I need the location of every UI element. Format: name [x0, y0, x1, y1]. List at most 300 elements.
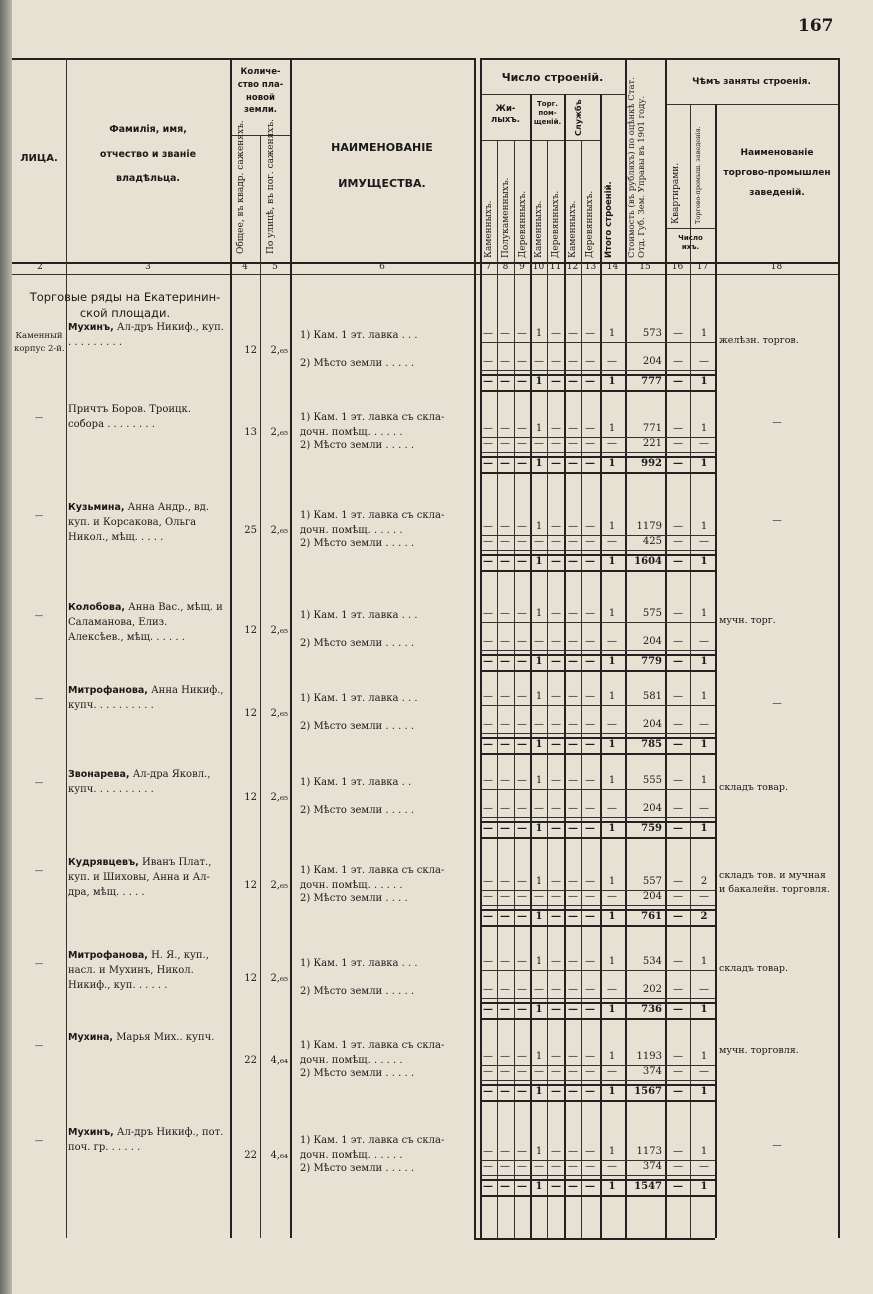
- owner-header: Фамилія, имя, отчество и званіе владѣльца.: [99, 124, 197, 185]
- total-value: 992: [641, 458, 662, 469]
- building-count: 1: [608, 1051, 616, 1062]
- total-buildings-header: Итого строеній.: [604, 181, 614, 258]
- building-count: —: [534, 438, 544, 449]
- property-item: 2) Мѣсто земли . . . . .: [300, 538, 414, 549]
- total-building-count: 1: [535, 556, 543, 567]
- building-count: —: [607, 984, 617, 995]
- land-total: 12: [244, 880, 257, 891]
- total-building-count: —: [551, 1086, 561, 1097]
- property-item: 1) Кам. 1 эт. лавка . .: [300, 777, 412, 788]
- apartments-count: —: [673, 891, 683, 902]
- total-rule-bottom: [480, 753, 715, 755]
- building-count: —: [568, 608, 578, 619]
- building-count: —: [500, 328, 510, 339]
- item-rule: [480, 733, 715, 734]
- apartments-count: —: [673, 803, 683, 814]
- total-building-count: —: [517, 458, 527, 469]
- building-count: —: [534, 356, 544, 367]
- total-apartments: —: [673, 911, 683, 922]
- item-value: 204: [642, 636, 662, 647]
- building-count: —: [585, 876, 595, 887]
- building-count: —: [568, 328, 578, 339]
- column-number: 3: [145, 262, 151, 272]
- total-rule-bottom: [480, 1018, 715, 1020]
- building-count: —: [568, 1051, 578, 1062]
- building-count: 1: [535, 691, 543, 702]
- building-count: 1: [535, 1146, 543, 1157]
- building-count: —: [551, 1051, 561, 1062]
- buildings-subheader-border-2: [480, 140, 600, 141]
- building-count: —: [483, 876, 493, 887]
- building-count: —: [585, 536, 595, 547]
- col-divider: [66, 58, 67, 1238]
- trade-estab-count: 1: [700, 423, 708, 434]
- property-item: 2) Мѣсто земли . . . . .: [300, 638, 414, 649]
- land-street: 2,₆₅: [270, 792, 288, 803]
- total-building-count: —: [483, 823, 493, 834]
- property-item: 2) Мѣсто земли . . . . .: [300, 721, 414, 732]
- total-building-count: —: [551, 1181, 561, 1192]
- building-count: —: [551, 423, 561, 434]
- book-binding-edge: [0, 0, 12, 1294]
- total-building-count: —: [517, 911, 527, 922]
- building-count: —: [607, 1161, 617, 1172]
- building-count: —: [585, 719, 595, 730]
- total-building-count: —: [483, 458, 493, 469]
- item-value: 573: [642, 328, 662, 339]
- item-value: 202: [642, 984, 662, 995]
- building-count: 1: [535, 608, 543, 619]
- total-trade-estab: 1: [700, 1181, 708, 1192]
- total-building-count: —: [500, 1086, 510, 1097]
- property-item: 1) Кам. 1 эт. лавка съ скла-дочн. помѣщ. . . . . .: [300, 510, 445, 536]
- building-count: —: [483, 803, 493, 814]
- total-apartments: —: [673, 458, 683, 469]
- property-item: 2) Мѣсто земли . . . . .: [300, 1068, 414, 1079]
- total-building-count: —: [500, 1181, 510, 1192]
- total-building-count: 1: [608, 458, 616, 469]
- building-count: —: [500, 775, 510, 786]
- establishment-name: —: [772, 698, 782, 709]
- total-building-count: —: [500, 1004, 510, 1015]
- street-cell: корпус 2-й.: [14, 344, 65, 354]
- total-building-count: —: [517, 376, 527, 387]
- building-count: —: [534, 803, 544, 814]
- trade-estab-count: —: [699, 719, 709, 730]
- total-rule-bottom: [480, 837, 715, 839]
- apartments-count: —: [673, 356, 683, 367]
- building-count: —: [568, 1161, 578, 1172]
- trade-estab-count: —: [699, 1066, 709, 1077]
- owner-name: Митрофанова, Анна Никиф., купч. . . . . . . . . .: [68, 685, 224, 712]
- total-building-count: 1: [535, 376, 543, 387]
- building-count: —: [585, 775, 595, 786]
- street-cell: Каменный: [15, 331, 63, 341]
- total-building-count: 1: [608, 911, 616, 922]
- trade-estab-count: —: [699, 803, 709, 814]
- building-count: —: [517, 438, 527, 449]
- total-value: 759: [641, 823, 662, 834]
- building-count: —: [568, 536, 578, 547]
- building-count: —: [551, 328, 561, 339]
- total-building-count: —: [568, 911, 578, 922]
- land-street: 2,₆₅: [270, 708, 288, 719]
- trade-estab-count: 1: [700, 691, 708, 702]
- total-building-count: —: [585, 458, 595, 469]
- total-apartments: —: [673, 1181, 683, 1192]
- item-value: 1179: [636, 521, 662, 532]
- trade-estab-count: 1: [700, 775, 708, 786]
- building-count: —: [551, 1066, 561, 1077]
- building-count: —: [534, 1066, 544, 1077]
- building-count: —: [607, 536, 617, 547]
- building-count: 1: [608, 876, 616, 887]
- building-count: 1: [608, 1146, 616, 1157]
- value-header: Стоимость (въ рубляхъ) по оцѣнкѣ Стат. Отд. Губ. Зем. Управы въ 1901 году.: [627, 77, 647, 258]
- total-building-count: —: [483, 376, 493, 387]
- trade-estab-count: 1: [700, 956, 708, 967]
- buildings-subheader-border: [480, 94, 625, 95]
- total-apartments: —: [673, 823, 683, 834]
- total-building-count: 1: [608, 1004, 616, 1015]
- total-building-count: —: [517, 1004, 527, 1015]
- total-apartments: —: [673, 376, 683, 387]
- building-count: —: [483, 423, 493, 434]
- column-number: 15: [639, 262, 651, 272]
- item-rule: [480, 998, 715, 999]
- item-value: 534: [642, 956, 662, 967]
- item-value: 1173: [636, 1146, 662, 1157]
- item-rule: [480, 452, 715, 453]
- property-item: 1) Кам. 1 эт. лавка съ скла-дочн. помѣщ. . . . . .: [300, 1135, 445, 1161]
- land-street: 2,₆₅: [270, 525, 288, 536]
- building-count: 1: [608, 691, 616, 702]
- building-count: —: [585, 636, 595, 647]
- building-count: —: [483, 719, 493, 730]
- street-cell: —: [34, 1041, 44, 1051]
- apartments-count: —: [673, 521, 683, 532]
- trade-estab-count: 1: [700, 1146, 708, 1157]
- col-divider: [290, 58, 292, 1238]
- total-building-count: —: [585, 1181, 595, 1192]
- building-count: —: [585, 521, 595, 532]
- property-item: 1) Кам. 1 эт. лавка . . .: [300, 693, 418, 704]
- column-number: 10: [532, 262, 545, 272]
- property-item: 1) Кам. 1 эт. лавка . . .: [300, 610, 418, 621]
- item-rule: [480, 1175, 715, 1176]
- building-count: —: [517, 891, 527, 902]
- item-rule: [480, 905, 715, 906]
- land-total: 12: [244, 625, 257, 636]
- land-total: 12: [244, 973, 257, 984]
- building-count: —: [568, 438, 578, 449]
- total-building-count: —: [500, 911, 510, 922]
- trade-wooden-col-header: Деревянныхъ.: [551, 190, 561, 258]
- total-building-count: —: [568, 656, 578, 667]
- item-value: 575: [642, 608, 662, 619]
- building-count: —: [500, 803, 510, 814]
- building-count: —: [517, 608, 527, 619]
- owner-name: Колобова, Анна Вас., мѣщ. и Саламанова, Елиз. Алексѣев., мѣщ. . . . . .: [68, 602, 223, 644]
- item-rule: [480, 705, 715, 706]
- total-building-count: —: [585, 1086, 595, 1097]
- section-title: Торговые ряды на Екатеринин- ской площади.: [29, 290, 221, 320]
- trade-estab-count: 1: [700, 521, 708, 532]
- building-count: —: [517, 1066, 527, 1077]
- total-building-count: —: [517, 1181, 527, 1192]
- building-count: —: [585, 356, 595, 367]
- total-rule-bottom: [480, 472, 715, 474]
- count-header: Число ихъ.: [678, 234, 703, 252]
- building-count: —: [500, 356, 510, 367]
- apartments-count: —: [673, 438, 683, 449]
- col-divider: [514, 140, 515, 1238]
- building-count: 1: [535, 876, 543, 887]
- item-rule: [480, 817, 715, 818]
- total-building-count: 1: [535, 458, 543, 469]
- land-group-header: Количе- ство пла- новой земли.: [237, 67, 284, 116]
- building-count: —: [483, 328, 493, 339]
- land-street-header: По улицѣ, въ пог. саженяхъ.: [266, 119, 276, 254]
- building-count: —: [551, 956, 561, 967]
- building-count: —: [517, 1146, 527, 1157]
- col-divider: [497, 140, 498, 1238]
- building-count: —: [517, 423, 527, 434]
- building-count: —: [517, 956, 527, 967]
- owner-name: Кузьмина, Анна Андр., вд. куп. и Корсакова, Ольга Никол., мѣщ. . . . .: [68, 502, 210, 544]
- building-count: —: [534, 891, 544, 902]
- building-count: —: [483, 636, 493, 647]
- item-rule: [480, 370, 715, 371]
- building-count: —: [568, 803, 578, 814]
- building-count: —: [607, 803, 617, 814]
- building-count: —: [607, 356, 617, 367]
- total-building-count: —: [517, 823, 527, 834]
- building-count: —: [517, 536, 527, 547]
- street-header: ЛИЦА.: [20, 153, 58, 164]
- apartments-count: —: [673, 636, 683, 647]
- building-count: —: [585, 328, 595, 339]
- building-count: —: [517, 984, 527, 995]
- building-count: —: [500, 984, 510, 995]
- service-stone-col-header: Каменныхъ.: [568, 200, 578, 258]
- apartments-count: —: [673, 719, 683, 730]
- total-building-count: —: [483, 1086, 493, 1097]
- building-count: —: [585, 803, 595, 814]
- building-count: —: [483, 775, 493, 786]
- total-value: 779: [641, 656, 662, 667]
- building-count: —: [568, 423, 578, 434]
- total-building-count: —: [585, 823, 595, 834]
- building-count: —: [517, 876, 527, 887]
- building-count: 1: [535, 775, 543, 786]
- property-item: 2) Мѣсто земли . . . . .: [300, 358, 414, 369]
- column-number: 4: [242, 262, 248, 272]
- total-apartments: —: [673, 1004, 683, 1015]
- building-count: —: [517, 1161, 527, 1172]
- total-building-count: —: [568, 556, 578, 567]
- total-trade-estab: 1: [700, 739, 708, 750]
- total-building-count: —: [585, 1004, 595, 1015]
- col-divider: [838, 58, 840, 1238]
- building-count: —: [500, 536, 510, 547]
- building-count: —: [500, 521, 510, 532]
- total-building-count: —: [483, 656, 493, 667]
- apartments-count: —: [673, 423, 683, 434]
- col-divider: [260, 135, 261, 1238]
- street-cell: —: [34, 1136, 44, 1146]
- total-building-count: 1: [608, 823, 616, 834]
- trade-estab-count: —: [699, 356, 709, 367]
- total-value: 1567: [634, 1086, 662, 1097]
- total-building-count: —: [517, 1086, 527, 1097]
- building-count: —: [551, 1146, 561, 1157]
- street-cell: —: [34, 611, 44, 621]
- total-trade-estab: 1: [700, 1086, 708, 1097]
- column-number: 17: [696, 262, 709, 272]
- total-building-count: —: [568, 1181, 578, 1192]
- building-count: —: [585, 1066, 595, 1077]
- total-building-count: 1: [535, 823, 543, 834]
- col-divider: [581, 140, 582, 1238]
- building-count: —: [500, 876, 510, 887]
- item-value: 425: [642, 536, 662, 547]
- building-count: —: [483, 356, 493, 367]
- building-count: —: [551, 691, 561, 702]
- total-building-count: 1: [535, 911, 543, 922]
- item-value: 204: [642, 356, 662, 367]
- building-count: —: [607, 719, 617, 730]
- column-number: 16: [671, 262, 684, 272]
- land-street: 2,₆₅: [270, 427, 288, 438]
- total-value: 785: [641, 739, 662, 750]
- owner-name: Кудрявцевъ, Иванъ Плат., куп. и Шиховы, Анна и Ал-дра, мѣщ. . . . .: [68, 857, 212, 899]
- building-count: —: [517, 356, 527, 367]
- building-count: 1: [535, 1051, 543, 1062]
- total-building-count: —: [500, 376, 510, 387]
- building-count: —: [568, 636, 578, 647]
- total-value: 1547: [634, 1181, 662, 1192]
- total-building-count: —: [568, 458, 578, 469]
- total-building-count: 1: [608, 1086, 616, 1097]
- apartments-count: —: [673, 956, 683, 967]
- stone-col-header: Каменныхъ.: [484, 200, 494, 258]
- building-count: —: [585, 608, 595, 619]
- trade-estab-count: 1: [700, 328, 708, 339]
- total-value: 1604: [634, 556, 662, 567]
- item-value: 555: [642, 775, 662, 786]
- page-number: 167: [798, 16, 834, 36]
- total-building-count: —: [585, 376, 595, 387]
- apartments-count: —: [673, 1051, 683, 1062]
- building-count: —: [483, 956, 493, 967]
- apartments-count: —: [673, 1066, 683, 1077]
- total-building-count: 1: [608, 1181, 616, 1192]
- building-count: —: [483, 1146, 493, 1157]
- property-header: НАИМЕНОВАНІЕ ИМУЩЕСТВА.: [331, 141, 433, 191]
- apartments-count: —: [673, 536, 683, 547]
- total-apartments: —: [673, 556, 683, 567]
- apartments-count: —: [673, 691, 683, 702]
- estab-name-header: Наименованіе торгово-промышлен заведеній.: [723, 148, 831, 198]
- building-count: —: [551, 536, 561, 547]
- trade-estab-count: —: [699, 984, 709, 995]
- building-count: —: [607, 891, 617, 902]
- land-total: 22: [244, 1055, 257, 1066]
- building-count: —: [517, 1051, 527, 1062]
- column-number: 18: [770, 262, 783, 272]
- property-item: 1) Кам. 1 эт. лавка съ скла-дочн. помѣщ. . . . . .: [300, 1040, 445, 1066]
- total-building-count: —: [551, 656, 561, 667]
- building-count: —: [483, 536, 493, 547]
- building-count: —: [517, 719, 527, 730]
- land-total: 12: [244, 345, 257, 356]
- item-rule: [480, 1080, 715, 1081]
- apartments-header: Квартирами.: [671, 162, 681, 224]
- column-number: 11: [549, 262, 562, 272]
- total-building-count: —: [585, 739, 595, 750]
- building-count: —: [607, 1066, 617, 1077]
- total-building-count: —: [585, 556, 595, 567]
- total-building-count: —: [483, 911, 493, 922]
- land-total: 12: [244, 708, 257, 719]
- total-rule-bottom: [480, 390, 715, 392]
- total-building-count: —: [500, 823, 510, 834]
- building-count: —: [500, 719, 510, 730]
- item-value: 557: [642, 876, 662, 887]
- building-count: —: [568, 876, 578, 887]
- total-building-count: —: [568, 1086, 578, 1097]
- semistone-col-header: Полукаменныхъ.: [501, 177, 511, 258]
- building-count: —: [534, 984, 544, 995]
- land-street: 4,₆₄: [270, 1055, 288, 1066]
- total-building-count: 1: [535, 1004, 543, 1015]
- property-item: 2) Мѣсто земли . . . . .: [300, 440, 414, 451]
- building-count: —: [551, 891, 561, 902]
- total-building-count: —: [517, 739, 527, 750]
- building-count: 1: [608, 521, 616, 532]
- building-count: —: [551, 803, 561, 814]
- item-rule: [480, 342, 715, 343]
- building-count: 1: [535, 521, 543, 532]
- apartments-count: —: [673, 775, 683, 786]
- total-rule-bottom: [480, 1195, 715, 1197]
- property-item: 1) Кам. 1 эт. лавка съ скла-дочн. помѣщ. . . . . .: [300, 865, 445, 891]
- item-rule: [480, 650, 715, 651]
- item-value: 204: [642, 719, 662, 730]
- street-cell: —: [34, 413, 44, 423]
- apartments-count: —: [673, 876, 683, 887]
- column-number: 14: [606, 262, 619, 272]
- total-building-count: —: [551, 376, 561, 387]
- building-count: 1: [608, 423, 616, 434]
- building-count: —: [500, 438, 510, 449]
- property-item: 2) Мѣсто земли . . . . .: [300, 1163, 414, 1174]
- building-count: —: [585, 438, 595, 449]
- item-value: 221: [642, 438, 662, 449]
- building-count: —: [568, 719, 578, 730]
- property-item: 1) Кам. 1 эт. лавка съ скла-дочн. помѣщ. . . . . .: [300, 412, 445, 438]
- column-number: 13: [584, 262, 597, 272]
- building-count: —: [568, 1146, 578, 1157]
- trade-estab-count: —: [699, 636, 709, 647]
- total-rule-bottom: [480, 670, 715, 672]
- building-count: —: [585, 1146, 595, 1157]
- item-rule: [480, 550, 715, 551]
- building-count: —: [551, 876, 561, 887]
- building-count: —: [585, 1161, 595, 1172]
- building-count: —: [517, 521, 527, 532]
